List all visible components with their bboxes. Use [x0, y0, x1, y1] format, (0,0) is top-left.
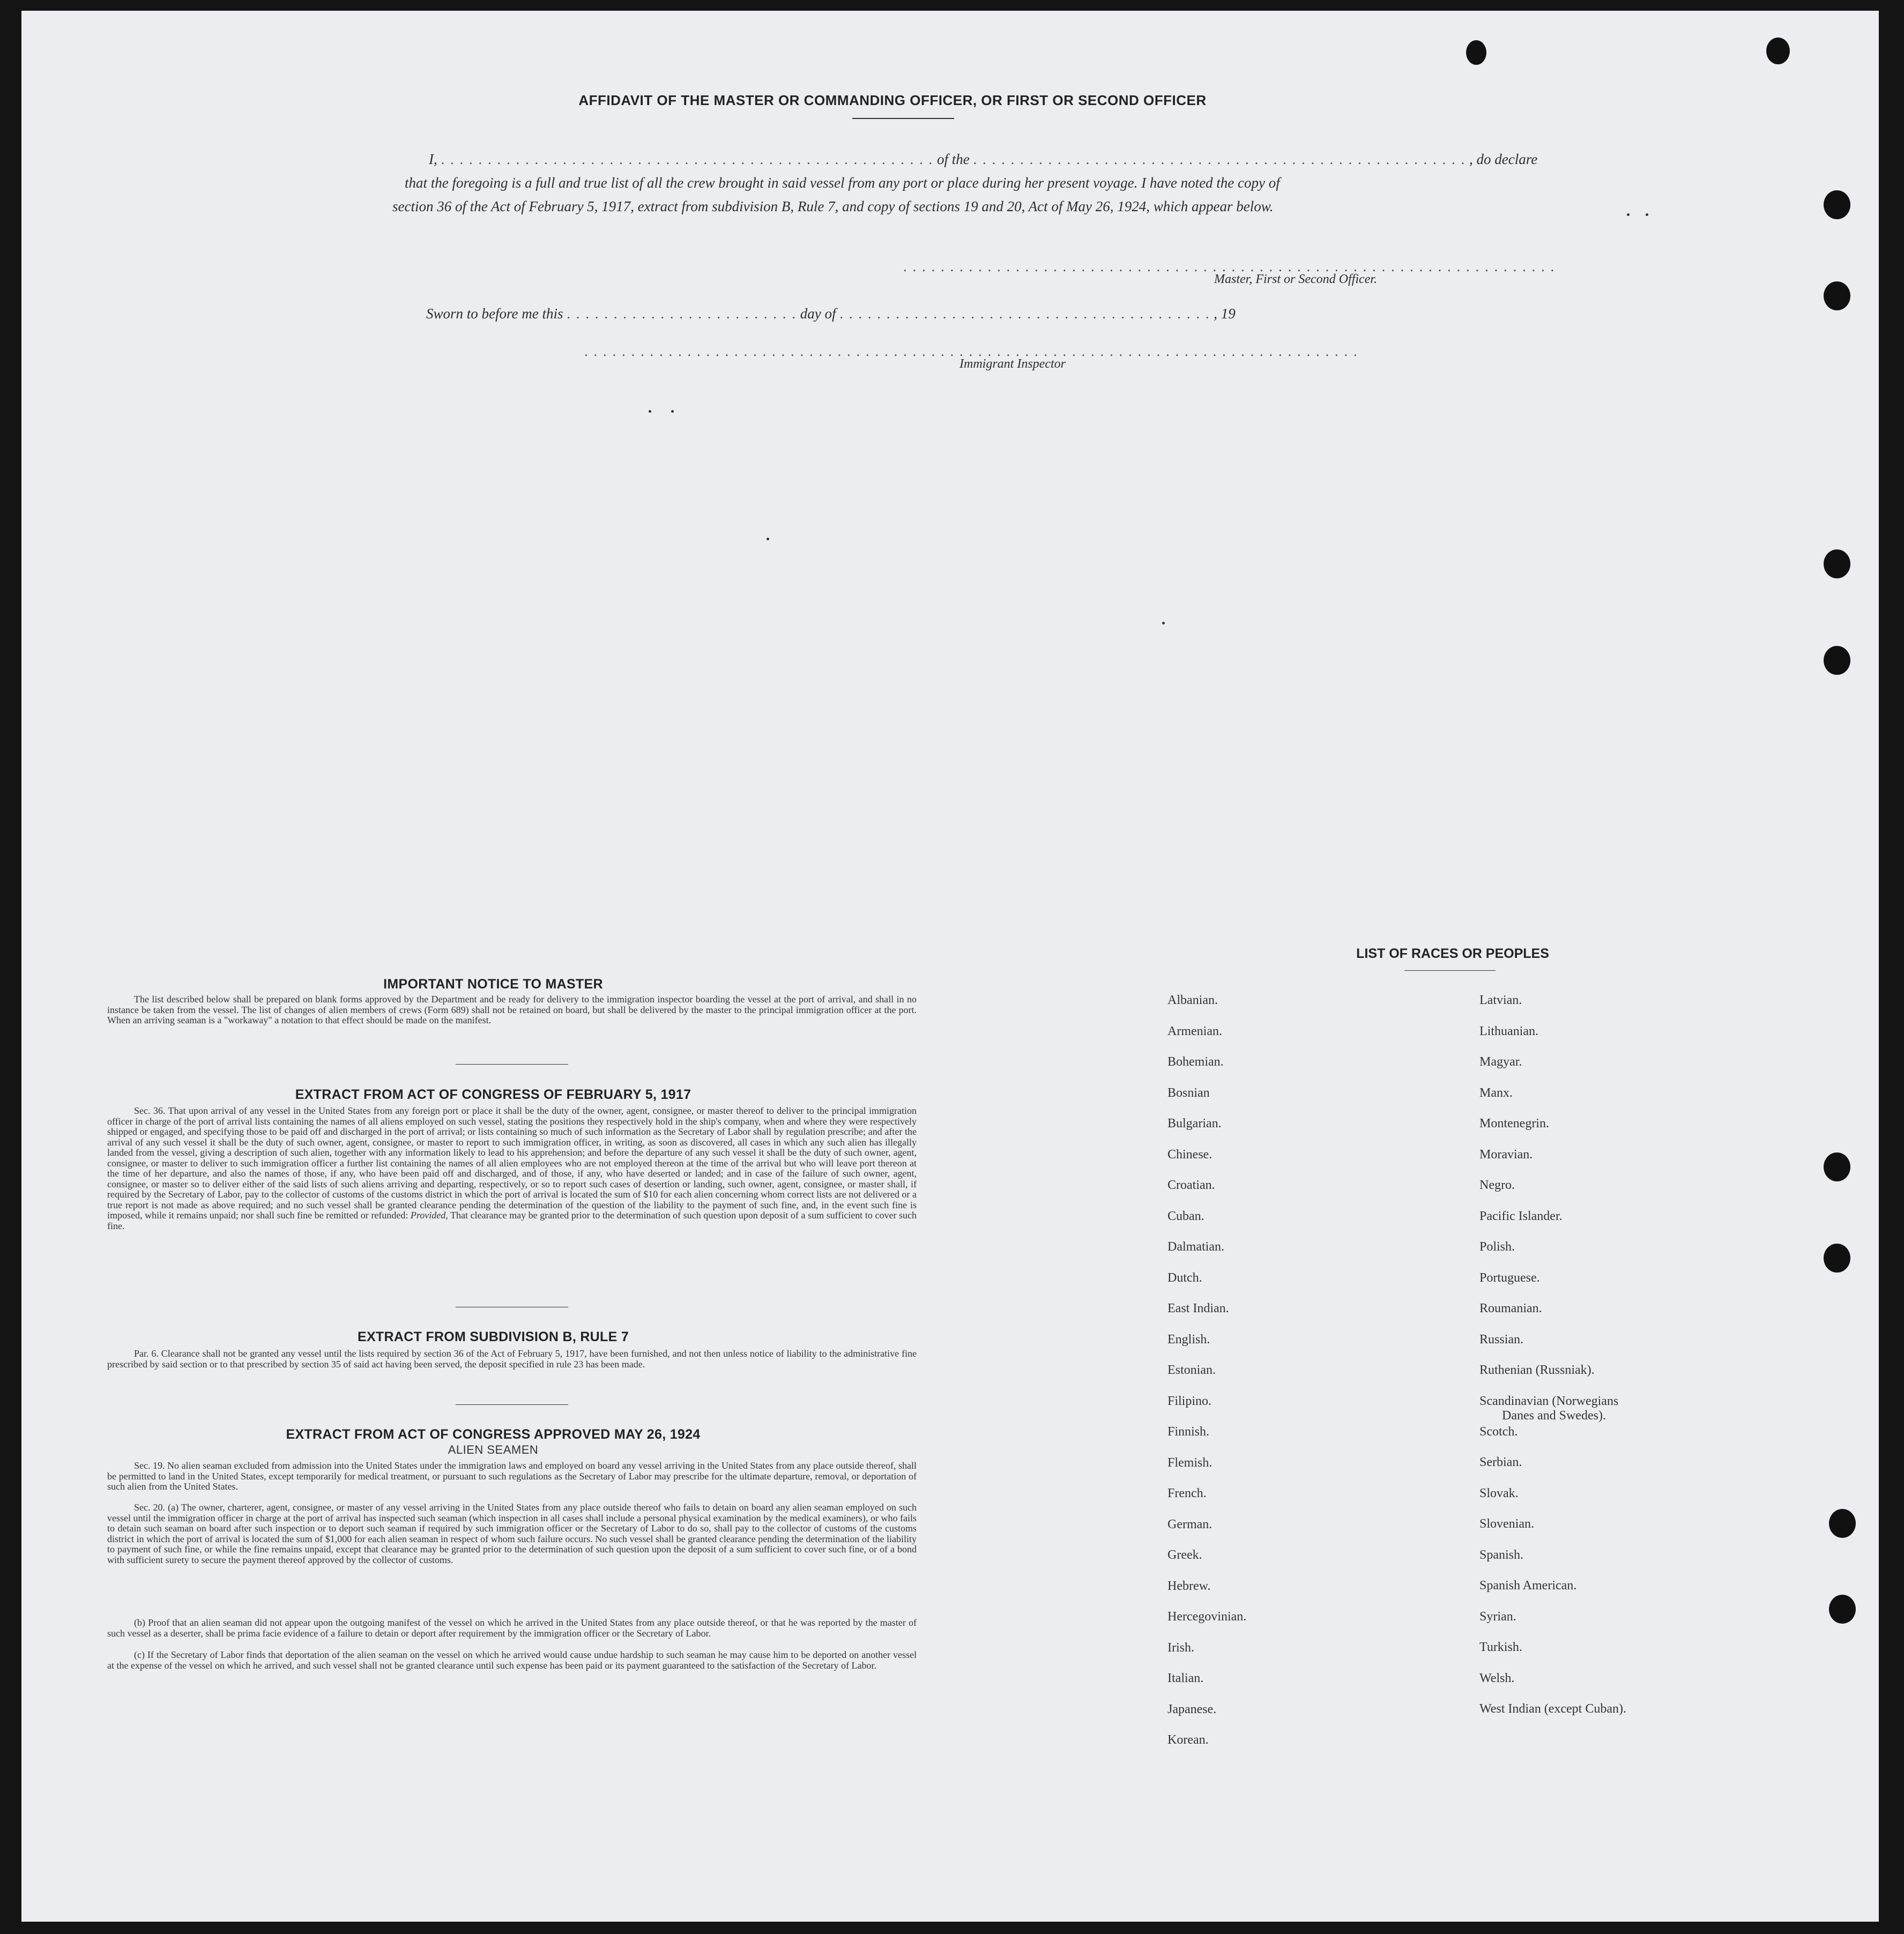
race-item: Greek.: [1167, 1548, 1202, 1562]
speck: [1646, 213, 1648, 216]
punch-hole: [1466, 40, 1486, 65]
race-item: Syrian.: [1479, 1609, 1516, 1624]
rule7-text: Par. 6. Clearance shall not be granted any vessel until the lists required by section 36 of the Act of February 5, 1917, have been furnished, and not then unless notice of liability to the administrative fine prescribed by said section or to that prescribed by section 35 of said act having been served, the deposit specified in rule 23 has been made.: [107, 1348, 917, 1370]
affidavit-line-1: [429, 151, 1538, 168]
races-title: LIST OF RACES OR PEOPLES: [1356, 946, 1549, 961]
race-item: Spanish.: [1479, 1548, 1524, 1562]
signature-label: Master, First or Second Officer.: [1214, 272, 1377, 286]
punch-hole: [1824, 1244, 1850, 1273]
race-item: Bulgarian.: [1167, 1117, 1222, 1130]
race-item: Scotch.: [1479, 1424, 1518, 1439]
fill-dots: . . . . . . . . . . . . . . . . . . . . . . . . . . . . . . . . . . . . . . . .: [839, 306, 1210, 322]
race-item: Bohemian.: [1167, 1055, 1224, 1069]
inspector-label: Immigrant Inspector: [960, 357, 1066, 371]
speck: [767, 538, 769, 540]
extract-1924-title: EXTRACT FROM ACT OF CONGRESS APPROVED MAY 26, 1924: [286, 1427, 701, 1442]
race-item: English.: [1167, 1332, 1210, 1347]
sworn-start: Sworn to before me this: [426, 306, 563, 322]
extract-1924-sec20a: Sec. 20. (a) The owner, charterer, agent, consignee, or master of any vessel arriving in the United States from any place outside thereof who fails to detain on board any alien seaman employed on such vessel until the immigration officer in charge at the port of arrival has inspected such seaman (which inspection in all cases shall include a personal physical examination by the medical examiners), or who fails to detain such seaman on board after such inspection or to deport such seaman if required by such immigration officer or the Secretary of Labor to do so, shall pay to the collector of customs of the customs district in which the port of arrival is located the sum of $1,000 for each alien seaman in respect of whom such failure occurs. No such vessel shall be granted clearance pending the determination of the liability to payment of such fine, or while the fine remains unpaid, except that clearance may be granted prior to the determination of such question upon the deposit of a sum sufficient to cover such fine, or of a bond with sufficient surety to secure the payment thereof approved by the collector of customs.: [107, 1502, 917, 1565]
sworn-end: , 19: [1214, 306, 1236, 322]
document-page: [21, 11, 1879, 1922]
extract-1917-text-b: That clearance may be granted prior to the determination of such question upon deposit of a sum sufficient to cover such fine.: [107, 1210, 917, 1231]
punch-hole: [1824, 1152, 1850, 1181]
title-rule: [852, 118, 954, 119]
extract-1924-sec20c: (c) If the Secretary of Labor finds that deportation of the alien seaman on the vessel on which he arrived would cause undue hardship to such seaman he may cause him to be deported on another vessel at the expense of the vessel on which he arrived, and such vessel shall not be granted clearance until such expense has been paid or its payment guaranteed to the satisfaction of the Secretary of Labor.: [107, 1649, 917, 1671]
extract-1924-sec19: Sec. 19. No alien seaman excluded from admission into the United States under the immigration laws and employed on board any vessel arriving in the United States from any place outside thereof, shall be permitted to land in the United States, except temporarily for medical treatment, or pursuant to such regulations as the Secretary of Labor may prescribe for the ultimate departure, removal, or deportation of such alien from the United States.: [107, 1460, 917, 1492]
race-item: Portuguese.: [1479, 1270, 1540, 1285]
affidavit-line1-middle: of the: [937, 151, 970, 167]
race-item: Korean.: [1167, 1733, 1209, 1747]
race-item: Russian.: [1479, 1332, 1524, 1347]
punch-hole: [1824, 190, 1850, 219]
extract-1924-sec20b: (b) Proof that an alien seaman did not appear upon the outgoing manifest of the vessel on which he arrived in the United States from any place outside thereof, or that he was reported by the master of such vessel as a deserter, shall be prima facie evidence of a failure to detain or deport after requirement by the immigration officer or the Secretary of Labor.: [107, 1617, 917, 1639]
rule7-title: EXTRACT FROM SUBDIVISION B, RULE 7: [357, 1329, 629, 1344]
race-item: Scandinavian (Norwegians: [1479, 1394, 1619, 1408]
race-item: Lithuanian.: [1479, 1024, 1538, 1038]
speck: [671, 410, 674, 413]
race-item: Estonian.: [1167, 1363, 1216, 1377]
race-item: Filipino.: [1167, 1394, 1212, 1408]
notice-title: IMPORTANT NOTICE TO MASTER: [383, 977, 603, 992]
race-item: Slovenian.: [1479, 1517, 1534, 1531]
race-item: Slovak.: [1479, 1486, 1519, 1500]
punch-hole: [1824, 549, 1850, 578]
affidavit-title: AFFIDAVIT OF THE MASTER OR COMMANDING OFFICER, OR FIRST OR SECOND OFFICER: [578, 92, 1207, 108]
race-item: Spanish American.: [1479, 1579, 1577, 1593]
affidavit-line1-end: , do declare: [1469, 151, 1538, 167]
sworn-line: [426, 306, 1236, 322]
race-item: Turkish.: [1479, 1640, 1522, 1654]
extract-1917-proviso: Provided,: [410, 1210, 448, 1221]
fill-dots: . . . . . . . . . . . . . . . . . . . . . . . . . . . . . . . . . . . . . . . . . . . . . . . . . . . . .: [973, 151, 1466, 167]
race-item: Moravian.: [1479, 1147, 1533, 1162]
race-item: Chinese.: [1167, 1147, 1213, 1162]
race-item: Armenian.: [1167, 1024, 1222, 1038]
race-item: Dutch.: [1167, 1270, 1202, 1285]
race-item: Pacific Islander.: [1479, 1209, 1563, 1223]
race-item: Roumanian.: [1479, 1301, 1542, 1315]
sworn-middle: day of: [800, 306, 836, 322]
race-item: Irish.: [1167, 1640, 1194, 1655]
affidavit-line-2: that the foregoing is a full and true list of all the crew brought in said vessel from any port or place during her present voyage. I have noted the copy of: [405, 175, 1280, 191]
race-item: Flemish.: [1167, 1455, 1213, 1470]
race-item: Hercegovinian.: [1167, 1610, 1247, 1624]
race-item: Ruthenian (Russniak).: [1479, 1363, 1595, 1377]
race-item: Cuban.: [1167, 1209, 1204, 1223]
race-item: Albanian.: [1167, 993, 1218, 1007]
punch-hole: [1829, 1509, 1856, 1538]
fill-dots: . . . . . . . . . . . . . . . . . . . . . . . . .: [567, 306, 797, 322]
race-item: Finnish.: [1167, 1425, 1210, 1439]
race-item: French.: [1167, 1486, 1207, 1500]
extract-1917-text-a: Sec. 36. That upon arrival of any vessel in the United States from any foreign port or place it shall be the duty of the owner, agent, consignee, or master thereof to deliver to the principal immigration officer in charge of the port of arrival lists containing the names of all aliens employed on such vessel, stating the positions they respectively hold in the ship's company, when and where they were respectively shipped or engaged, and specifying those to be paid off and discharged in the port of arrival; or lists containing so much of such information as the Secretary of Labor shall by regulation prescribe; and after the arrival of any such vessel it shall be the duty of such owner, agent, consignee, or master to report to such immigration officer, in writing, as soon as discovered, all cases in which any such alien has illegally landed from the vessel, giving a description of such alien, together with any information likely to lead to his apprehension; and before the departure of any such vessel it shall be the duty of such owner, agent, consignee, or master to deliver to such immigration officer a further list containing the names of all alien employees who are not employed thereon at the time of the arrival but who will leave port thereon at the time of her departure, and also the names of those, if any, who have been paid off and discharged, and of those, if any, who have deserted or landed; and in case of the failure of such owner, agent, consignee, or master so to deliver either of the said lists of such aliens arriving and departing, respectively, or so to report such cases of desertion or landing, such owner, agent, consignee, or master shall, if required by the Secretary of Labor, pay to the collector of customs of the customs district in which the port of arrival is located the sum of $10 for each alien concerning whom correct lists are not delivered or a true report is not made as above required; and no such vessel shall be granted clearance pending the determination of the question of the liability to the payment of such fine, and, in the event such fine is imposed, while it remains unpaid; nor shall such fine be remitted or refunded:: [107, 1105, 917, 1221]
extract-1917-text: [107, 1106, 917, 1231]
races-rule: [1404, 970, 1496, 971]
race-item: German.: [1167, 1517, 1213, 1531]
punch-hole: [1824, 646, 1850, 675]
race-item: Croatian.: [1167, 1178, 1215, 1192]
race-item: Magyar.: [1479, 1055, 1522, 1069]
race-item: Italian.: [1167, 1671, 1204, 1685]
section-rule: [456, 1064, 568, 1065]
punch-hole: [1824, 281, 1850, 310]
race-item: Polish.: [1479, 1240, 1515, 1254]
race-item: Danes and Swedes).: [1502, 1408, 1606, 1423]
race-item: West Indian (except Cuban).: [1479, 1702, 1626, 1716]
race-item: Manx.: [1479, 1085, 1513, 1100]
affidavit-line1-start: I,: [429, 151, 437, 167]
race-item: Latvian.: [1479, 993, 1522, 1007]
race-item: Montenegrin.: [1479, 1117, 1549, 1130]
speck: [1162, 622, 1165, 624]
signature-dots: . . . . . . . . . . . . . . . . . . . . . . . . . . . . . . . . . . . . . . . . . . . . . . . . . . . . . . . . . . . . . . . . . . . . . .: [903, 258, 1556, 274]
extract-1917-title: EXTRACT FROM ACT OF CONGRESS OF FEBRUARY 5, 1917: [295, 1087, 691, 1102]
fill-dots: . . . . . . . . . . . . . . . . . . . . . . . . . . . . . . . . . . . . . . . . . . . . . . . . . . . . .: [441, 151, 934, 167]
race-item: Welsh.: [1479, 1671, 1515, 1685]
race-item: Negro.: [1479, 1178, 1515, 1192]
punch-hole: [1766, 38, 1790, 64]
race-item: Serbian.: [1479, 1455, 1522, 1469]
section-rule: [456, 1404, 568, 1405]
race-item: East Indian.: [1167, 1301, 1229, 1315]
speck: [1627, 213, 1630, 216]
speck: [649, 410, 651, 413]
affidavit-line-3: section 36 of the Act of February 5, 1917, extract from subdivision B, Rule 7, and copy of sections 19 and 20, Act of May 26, 1924, which appear below.: [392, 198, 1274, 214]
extract-1924-subtitle: ALIEN SEAMEN: [448, 1443, 539, 1456]
race-item: Dalmatian.: [1167, 1240, 1224, 1254]
inspector-dots: . . . . . . . . . . . . . . . . . . . . . . . . . . . . . . . . . . . . . . . . . . . . . . . . . . . . . . . . . . . . . . . . . . . . . . . . . . . . . . . . . . .: [584, 343, 1358, 359]
race-item: Bosnian: [1167, 1085, 1210, 1100]
race-item: Japanese.: [1167, 1702, 1217, 1716]
notice-text: The list described below shall be prepared on blank forms approved by the Department and be ready for delivery to the immigration inspector boarding the vessel at the port of arrival, and shall in no instance be taken from the vessel. The list of changes of alien members of crews (Form 689) shall not be retained on board, but shall be delivered by the master to the principal immigration officer at the port. When an arriving seaman is a "workaway" a notation to that effect should be made on the manifest.: [107, 994, 917, 1025]
punch-hole: [1829, 1595, 1856, 1624]
race-item: Hebrew.: [1167, 1579, 1211, 1593]
